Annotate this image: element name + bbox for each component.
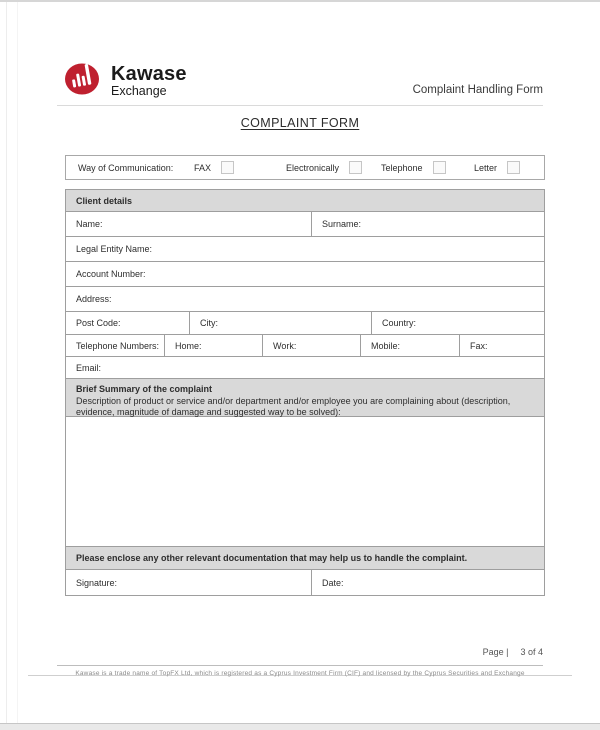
account-number-row (66, 261, 544, 286)
brand-text (111, 64, 187, 98)
brief-summary-title: Brief Summary of the complaint (76, 384, 213, 394)
brief-summary-header (66, 379, 544, 416)
home-phone-label: Home: (175, 340, 202, 351)
fax-number-label: Fax: (470, 340, 488, 351)
account-number-field[interactable] (66, 262, 544, 286)
legal-entity-name-label: Legal Entity Name: (76, 244, 153, 254)
form-title: COMPLAINT FORM (240, 116, 360, 130)
scan-edge-line (6, 2, 7, 723)
signature-date-row (66, 569, 544, 595)
electronically-option-label: Electronically (286, 162, 340, 173)
email-label: Email: (76, 362, 102, 373)
fax-checkbox[interactable] (221, 161, 234, 174)
legal-entity-name-field[interactable] (66, 237, 544, 261)
telephone-option-label: Telephone (381, 162, 423, 173)
way-of-communication-row (65, 155, 545, 180)
address-label: Address: (76, 294, 112, 304)
document-title: Complaint Handling Form (412, 84, 543, 96)
page-bottom-edge (0, 723, 600, 730)
complaint-text-row (66, 416, 544, 546)
scan-edge-line (17, 2, 18, 723)
brand-name: Kawase (111, 62, 187, 85)
date-field[interactable] (311, 570, 544, 595)
brand (63, 60, 187, 101)
email-field[interactable] (66, 357, 544, 378)
brand-tagline: Exchange (111, 83, 167, 98)
post-code-label: Post Code: (76, 318, 121, 328)
brief-summary-header-row (66, 378, 544, 416)
enclosure-note-row (66, 546, 544, 569)
surname-label: Surname: (322, 219, 362, 229)
date-label: Date: (322, 577, 344, 588)
name-field[interactable] (66, 212, 311, 236)
signature-field[interactable] (66, 570, 311, 595)
email-row (66, 356, 544, 378)
brand-logo-icon (63, 60, 103, 101)
telephone-checkbox[interactable] (433, 161, 446, 174)
electronically-option (286, 156, 362, 179)
letter-option-label: Letter (474, 162, 498, 173)
telephone-numbers-field (66, 335, 164, 356)
postcode-city-country-row (66, 311, 544, 334)
telephone-numbers-label: Telephone Numbers: (76, 340, 160, 351)
city-field[interactable] (189, 312, 371, 334)
legal-entity-row (66, 236, 544, 261)
client-details-section-row (66, 190, 544, 211)
letter-checkbox[interactable] (507, 161, 520, 174)
surname-field[interactable] (311, 212, 544, 236)
account-number-label: Account Number: (76, 269, 146, 279)
page-number-label: Page | (482, 647, 509, 657)
post-code-field[interactable] (66, 312, 189, 334)
address-row (66, 286, 544, 311)
letter-option (474, 156, 520, 179)
enclosure-note: Please enclose any other relevant documentation that may help us to handle the complaint. (66, 547, 544, 569)
fax-option (194, 156, 234, 179)
home-phone-field[interactable] (164, 335, 262, 356)
signature-label: Signature: (76, 577, 118, 588)
city-label: City: (200, 318, 218, 328)
work-phone-field[interactable] (262, 335, 360, 356)
client-details-table (65, 189, 545, 596)
name-label: Name: (76, 219, 103, 229)
telephone-numbers-row (66, 334, 544, 356)
mobile-phone-label: Mobile: (371, 340, 401, 351)
footer-disclaimer: Kawase is a trade name of TopFX Ltd, which is registered as a Cyprus Investment Firm (CIF) and licensed by the Cyprus Securities and Exchange (75, 670, 525, 677)
name-surname-row (66, 211, 544, 236)
address-field[interactable] (66, 287, 544, 311)
page-header (57, 60, 543, 106)
page-number (483, 647, 543, 657)
electronically-checkbox[interactable] (349, 161, 362, 174)
client-details-section-title: Client details (66, 190, 544, 211)
country-label: Country: (382, 318, 417, 328)
way-of-communication-label: Way of Communication: (78, 162, 174, 173)
country-field[interactable] (371, 312, 544, 334)
fax-option-label: FAX (194, 162, 212, 173)
mobile-phone-field[interactable] (360, 335, 459, 356)
footer-divider (57, 665, 543, 666)
work-phone-label: Work: (273, 340, 297, 351)
fax-number-field[interactable] (459, 335, 544, 356)
complaint-text-area[interactable] (66, 417, 544, 546)
brief-summary-description: Description of product or service and/or department and/or employee you are complaining about (description, evidence, magnitude of damage and suggested way to be solved): (76, 395, 511, 418)
page-number-value: 3 of 4 (520, 647, 543, 657)
telephone-option (381, 156, 446, 179)
